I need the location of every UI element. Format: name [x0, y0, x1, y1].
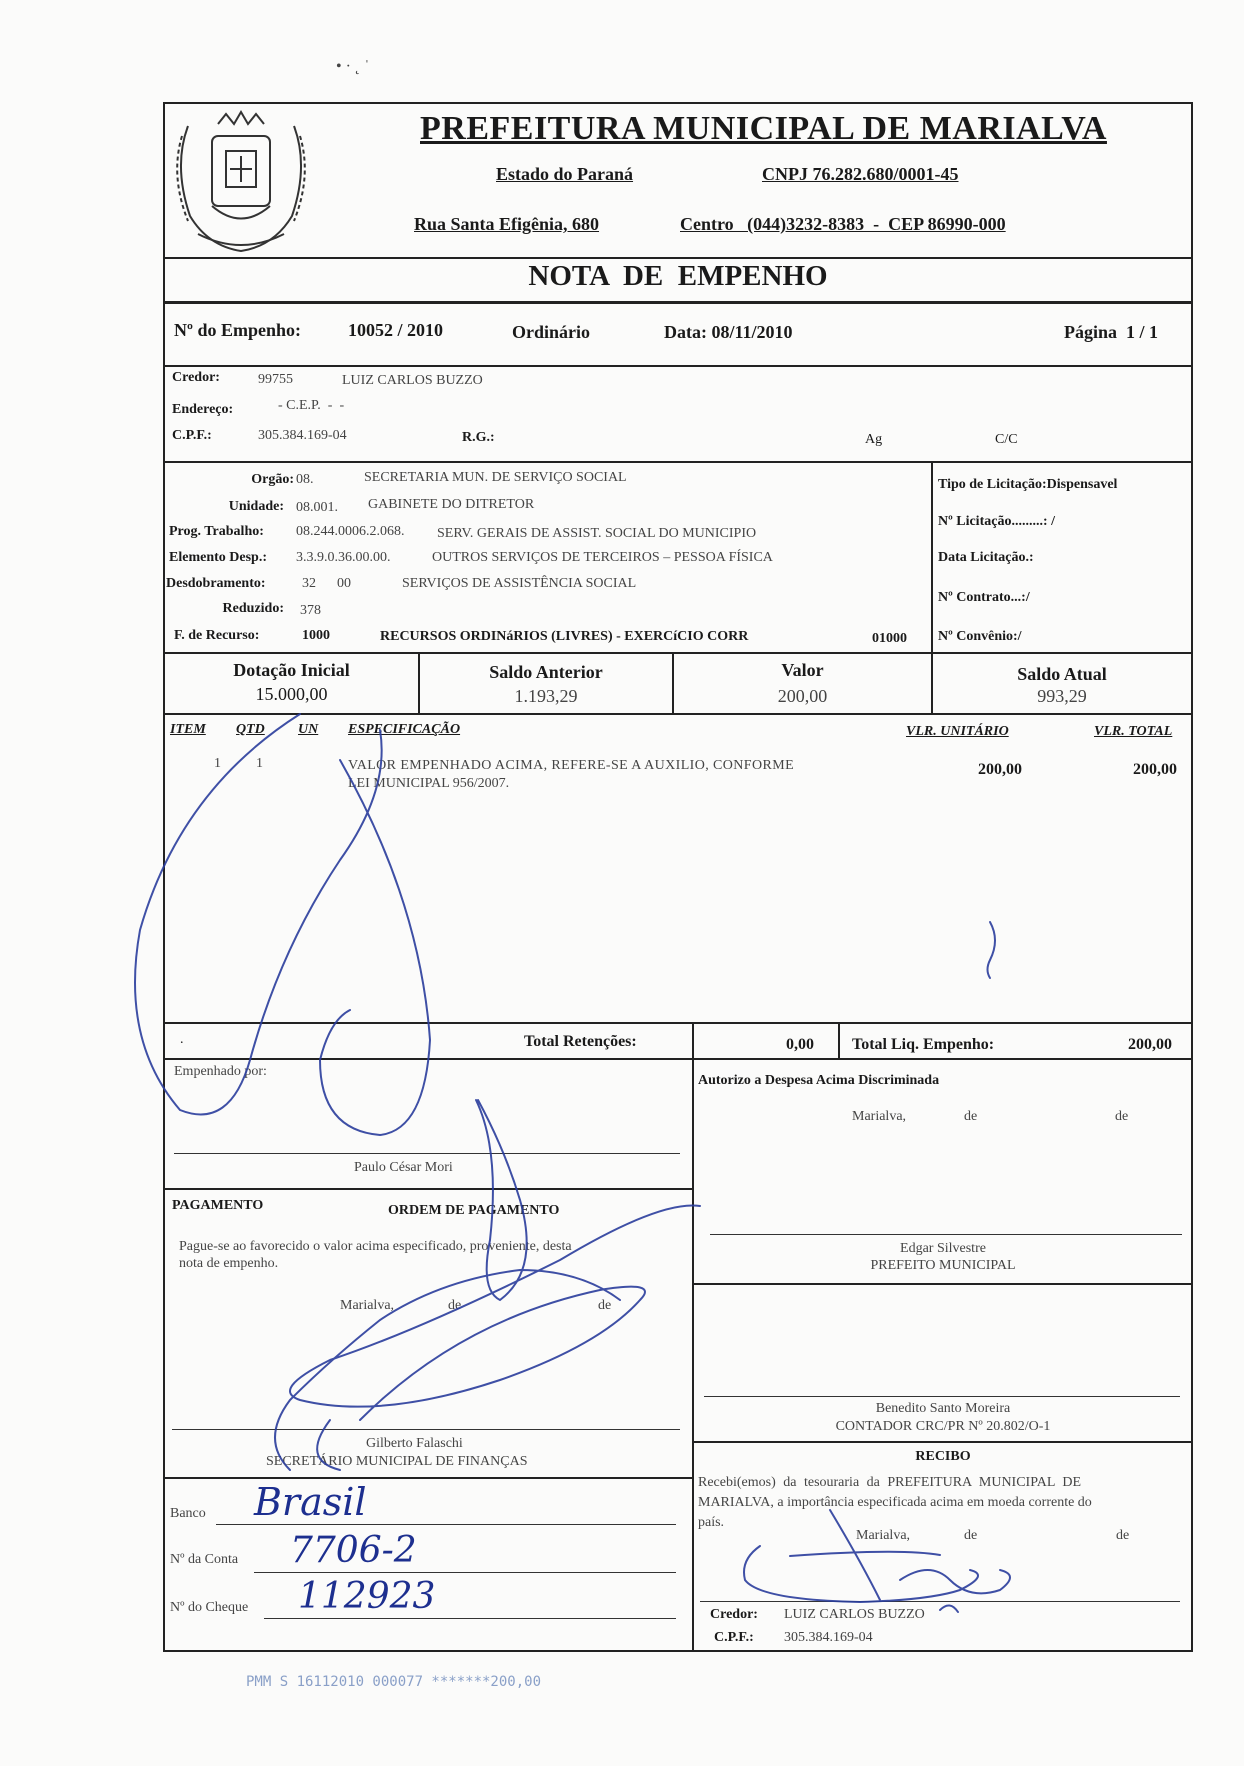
unidade-name: GABINETE DO DITRETOR	[368, 497, 535, 512]
secretario-role: SECRETÁRIO MUNICIPAL DE FINANÇAS	[266, 1454, 528, 1469]
prog-name: SERV. GERAIS DE ASSIST. SOCIAL DO MUNICIPIO	[437, 526, 757, 541]
header-state: Estado do Paraná	[496, 164, 634, 184]
cc-label: C/C	[995, 432, 1018, 447]
ordem-pagamento-label: ORDEM DE PAGAMENTO	[388, 1203, 560, 1218]
elemento-label: Elemento Desp.:	[169, 550, 267, 565]
cheque-handwritten: 112923	[298, 1576, 436, 1617]
retencoes-label: Total Retenções:	[524, 1033, 637, 1050]
empenho-page: Página 1 / 1	[1064, 322, 1159, 342]
recibo-text-line2: MARIALVA, a importância especificada acima em moeda corrente do	[698, 1495, 1092, 1510]
elemento-code: 3.3.9.0.36.00.00.	[296, 550, 391, 565]
recibo-de2: de	[1116, 1528, 1130, 1543]
header-center-phone: Centro (044)3232-8383 - CEP 86990-000	[680, 214, 1006, 234]
desdobramento-label: Desdobramento:	[166, 576, 266, 591]
item-desc-line1: VALOR EMPENHADO ACIMA, REFERE-SE A AUXILIO, CONFORME	[348, 758, 795, 773]
atual-value: 993,29	[1037, 686, 1087, 706]
item-qtd: 1	[256, 756, 263, 771]
licitacao-contrato: Nº Contrato...:/	[938, 590, 1030, 605]
secretario-name: Gilberto Falaschi	[366, 1436, 463, 1451]
cheque-label: Nº do Cheque	[170, 1600, 249, 1615]
empenho-type: Ordinário	[512, 322, 591, 342]
unidade-code: 08.001.	[296, 500, 338, 515]
endereco-value: - C.E.P. - -	[278, 398, 345, 413]
pagamento-de1: de	[448, 1298, 462, 1313]
header-title: PREFEITURA MUNICIPAL DE MARIALVA	[420, 110, 1107, 147]
rg-label: R.G.:	[462, 430, 495, 445]
recibo-cpf-value: 305.384.169-04	[784, 1630, 873, 1645]
item-number: 1	[214, 756, 221, 771]
atual-label: Saldo Atual	[1017, 664, 1107, 684]
header-cnpj: CNPJ 76.282.680/0001-45	[762, 164, 959, 184]
coat-of-arms-icon	[168, 106, 314, 256]
totais-dot: .	[180, 1032, 184, 1047]
header-address: Rua Santa Efigênia, 680	[414, 214, 600, 234]
contador-role: CONTADOR CRC/PR Nº 20.802/O-1	[835, 1419, 1051, 1434]
reduzido-value: 378	[300, 603, 321, 618]
endereco-label: Endereço:	[172, 402, 234, 417]
credor-name: LUIZ CARLOS BUZZO	[342, 373, 483, 388]
empenho-label: Nº do Empenho:	[174, 320, 301, 340]
pagamento-text-line1: Pague-se ao favorecido o valor acima especificado, proveniente, desta	[179, 1239, 572, 1254]
pagamento-text-line2: nota de empenho.	[179, 1256, 279, 1271]
orgao-name: SECRETARIA MUN. DE SERVIÇO SOCIAL	[364, 470, 627, 485]
item-total-price: 200,00	[1133, 761, 1177, 778]
ag-label: Ag	[865, 432, 883, 447]
pagamento-label: PAGAMENTO	[172, 1198, 264, 1213]
licitacao-convenio: Nº Convênio:/	[938, 629, 1022, 644]
recurso-num: 01000	[872, 631, 907, 646]
col-item: ITEM	[170, 722, 206, 737]
doc-title: NOTA DE EMPENHO	[528, 260, 828, 292]
credor-label: Credor:	[172, 370, 220, 385]
unidade-label: Unidade:	[228, 499, 284, 514]
pagamento-city: Marialva,	[340, 1298, 395, 1313]
elemento-name: OUTROS SERVIÇOS DE TERCEIROS – PESSOA FÍSICA	[432, 550, 773, 565]
recibo-city: Marialva,	[856, 1528, 911, 1543]
recibo-credor-name: LUIZ CARLOS BUZZO	[784, 1607, 925, 1622]
recurso-code: 1000	[302, 628, 330, 643]
recibo-de1: de	[964, 1528, 978, 1543]
empenho-date: Data: 08/11/2010	[664, 322, 793, 342]
cpf-label: C.P.F.:	[172, 428, 212, 443]
empenho-number: 10052 / 2010	[348, 320, 444, 340]
anterior-value: 1.193,29	[514, 686, 578, 706]
liquido-label: Total Liq. Empenho:	[852, 1036, 995, 1053]
prefeito-name: Edgar Silvestre	[900, 1241, 986, 1256]
col-qtd: QTD	[236, 722, 265, 737]
licitacao-tipo: Tipo de Licitação:Dispensavel	[938, 477, 1118, 492]
anterior-label: Saldo Anterior	[489, 662, 603, 682]
footer-code: PMM S 16112010 000077 *******200,00	[246, 1674, 542, 1690]
reduzido-label: Reduzido:	[222, 601, 284, 616]
banco-handwritten: Brasil	[254, 1480, 367, 1524]
conta-handwritten: 7706-2	[290, 1530, 417, 1571]
prefeito-role: PREFEITO MUNICIPAL	[870, 1258, 1016, 1273]
licitacao-numero: Nº Licitação.........: /	[938, 514, 1055, 529]
autorizo-de2: de	[1115, 1109, 1129, 1124]
credor-code: 99755	[258, 372, 293, 387]
prog-code: 08.244.0006.2.068.	[296, 524, 405, 539]
dotacao-value: 15.000,00	[255, 684, 328, 704]
scan-speckles: • · ˛ ˈ	[336, 58, 370, 75]
contador-name: Benedito Santo Moreira	[875, 1401, 1011, 1416]
recibo-label: RECIBO	[915, 1449, 971, 1464]
autorizo-de1: de	[964, 1109, 978, 1124]
recibo-cpf-label: C.P.F.:	[714, 1630, 754, 1645]
valor-value: 200,00	[777, 686, 828, 706]
autorizo-city: Marialva,	[852, 1109, 907, 1124]
recurso-label: F. de Recurso:	[174, 628, 260, 643]
col-vlr-total: VLR. TOTAL	[1094, 724, 1173, 739]
valor-label: Valor	[781, 660, 824, 680]
col-un: UN	[298, 722, 319, 737]
col-especificacao: ESPECIFICAÇÃO	[348, 722, 461, 737]
col-vlr-unitario: VLR. UNITÁRIO	[906, 724, 1009, 739]
recibo-credor-label: Credor:	[710, 1607, 758, 1622]
recurso-name: RECURSOS ORDINáRIOS (LIVRES) - EXERCíCIO CORR	[380, 629, 749, 644]
empenhado-label: Empenhado por:	[174, 1064, 267, 1079]
orgao-code: 08.	[296, 472, 314, 487]
item-unit-price: 200,00	[978, 761, 1022, 778]
desdobramento-name: SERVIÇOS DE ASSISTÊNCIA SOCIAL	[402, 576, 637, 591]
recibo-text-line3: país.	[698, 1515, 725, 1530]
prog-label: Prog. Trabalho:	[169, 524, 264, 539]
dotacao-label: Dotação Inicial	[233, 660, 350, 680]
retencoes-value: 0,00	[786, 1036, 814, 1053]
liquido-value: 200,00	[1128, 1036, 1172, 1053]
desdobramento-code: 32 00	[302, 576, 351, 591]
autorizo-label: Autorizo a Despesa Acima Discriminada	[698, 1073, 940, 1088]
conta-label: Nº da Conta	[170, 1552, 239, 1567]
recibo-text-line1: Recebi(emos) da tesouraria da PREFEITURA MUNICIPAL DE	[698, 1475, 1082, 1490]
empenhado-name: Paulo César Mori	[354, 1160, 453, 1175]
licitacao-data: Data Licitação.:	[938, 550, 1034, 565]
cpf-value: 305.384.169-04	[258, 428, 347, 443]
pagamento-de2: de	[598, 1298, 612, 1313]
item-desc-line2: LEI MUNICIPAL 956/2007.	[348, 776, 510, 791]
banco-label: Banco	[170, 1506, 206, 1521]
orgao-label: Orgão:	[251, 472, 294, 487]
